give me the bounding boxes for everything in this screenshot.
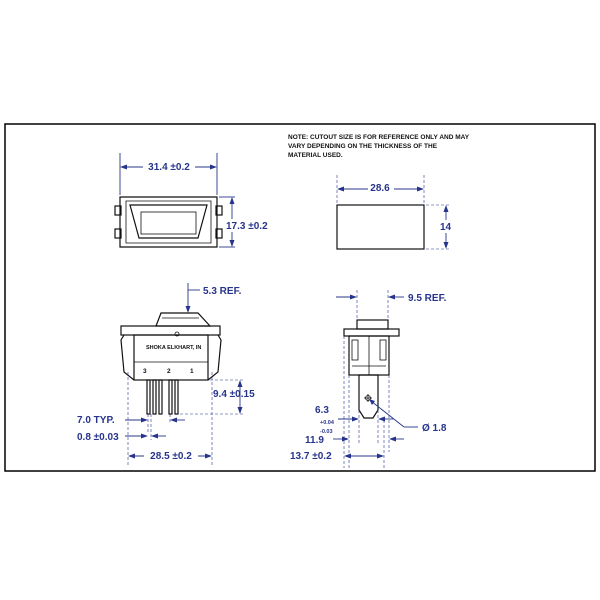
actuator-width-label: 9.5 REF. (408, 293, 447, 304)
cutout-width-label: 28.6 (370, 183, 390, 194)
front-view-clip-left (121, 335, 134, 380)
top-view-rocker-face (141, 212, 196, 234)
cutout-rectangle (337, 205, 424, 249)
front-view-rocker (156, 313, 210, 326)
pin-number-1: 1 (190, 368, 194, 375)
note-line-1: NOTE: CUTOUT SIZE IS FOR REFERENCE ONLY AND MAY (288, 134, 470, 141)
top-view (115, 153, 272, 247)
terminal-width-tol-plus: +0.04 (320, 420, 334, 426)
side-view-bezel (344, 329, 399, 336)
pin-spacing-label: 7.0 TYP. (77, 415, 115, 426)
body-width-label: 28.5 ±0.2 (150, 451, 192, 462)
depth-outer-label: 13.7 ±0.2 (290, 451, 332, 462)
cutout-note (288, 134, 470, 159)
side-view-terminal (359, 375, 378, 418)
front-view-terminals (147, 380, 178, 414)
front-view-clip-right (208, 335, 221, 380)
terminal-width-label: 6.3 (315, 405, 329, 416)
cutout-height-label: 14 (440, 222, 452, 233)
note-line-2: VARY DEPENDING ON THE THICKNESS OF THE (288, 143, 438, 150)
hole-diameter-label: Ø 1.8 (422, 423, 447, 434)
pin-number-3: 3 (143, 368, 147, 375)
note-line-3: MATERIAL USED. (288, 152, 343, 159)
pin-number-2: 2 (167, 368, 171, 375)
front-view-brand-label: SHOKA ELKHART, IN (146, 345, 202, 351)
pin-thickness-label: 0.8 ±0.03 (77, 432, 119, 443)
depth-inner-label: 11.9 (305, 435, 324, 446)
side-view-actuator (357, 320, 388, 329)
top-view-height-label: 17.3 ±0.2 (226, 221, 268, 232)
side-view (290, 290, 447, 468)
rocker-height-label: 5.3 REF. (203, 286, 242, 297)
terminal-width-tol-minus: -0.03 (320, 429, 333, 435)
top-view-rocker (130, 205, 207, 238)
front-view-bezel (121, 326, 220, 335)
top-view-width-label: 31.4 ±0.2 (148, 162, 190, 173)
front-view (77, 283, 255, 466)
terminal-length-label: 9.4 ±0.15 (213, 389, 255, 400)
cutout-view (337, 175, 458, 249)
